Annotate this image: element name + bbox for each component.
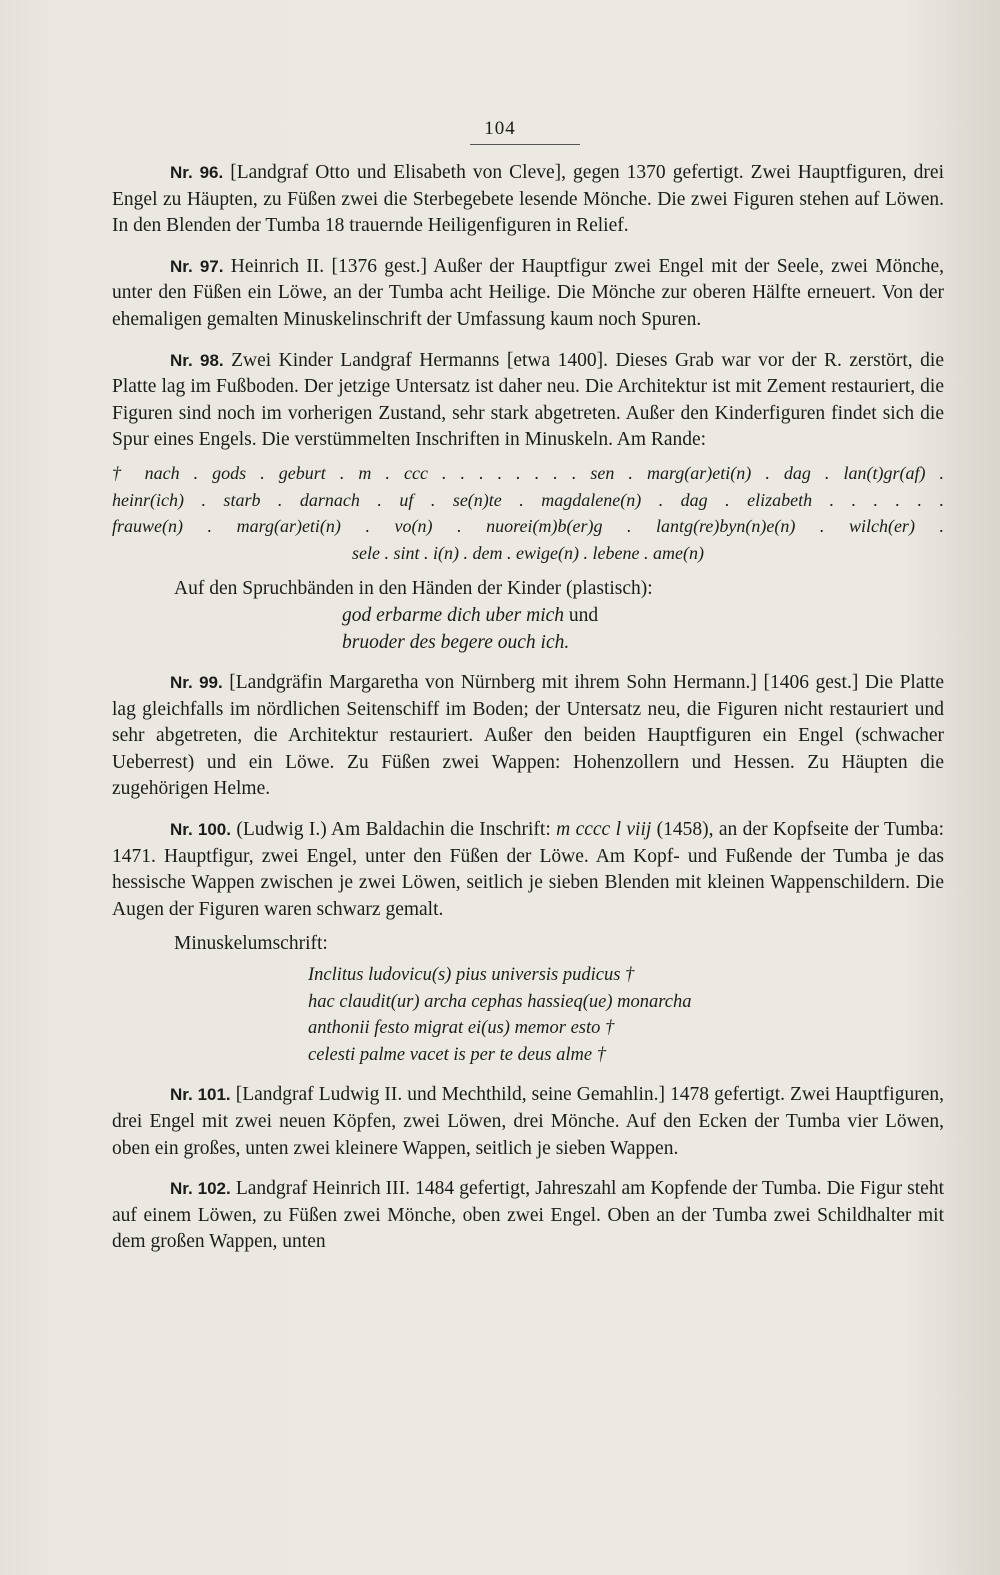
entry-text-a: (Ludwig I.) Am Baldachin die Inschrift: [236,819,551,841]
entry-number: Nr. 97. [170,256,224,276]
entry-98 [112,348,944,454]
entry-96 [112,160,944,240]
scroll-line-text: god erbarme dich uber mich [342,604,565,626]
entry-number: Nr. 101. [170,1085,231,1105]
edge-inscription [112,460,944,566]
minuscule-line: hac claudit(ur) archa cephas hassieq(ue) monarcha [308,991,692,1012]
inscription-line: heinr(ich) . starb . darnach . uf . se(n)te . magdalene(n) . dag . elizabeth . . . . . . [112,489,944,510]
document-body [112,160,944,1270]
minuscule-inscription [308,962,944,1068]
minuscule-intro: Minuskelumschrift: [174,933,328,955]
scroll-line: bruoder des begere ouch ich. [342,631,570,653]
entry-text-italic: m cccc l viij [556,819,652,841]
entry-99 [112,670,944,803]
inscription-line: † nach . gods . geburt . m . ccc . . . . . . . . sen . marg(ar)eti(n) . dag . lan(t)gr(af) . [112,462,944,483]
entry-text: Heinrich II. [1376 gest.] Außer der Hauptfigur zwei Engel mit der Seele, zwei Mönche, unter den Füßen ein Löwe, an der Tumba acht Heilige. Die Mönche zur oberen Hälfte erneuert. Von der ehemaligen gemalten Minuskelinschrift der Umfassung kaum noch Spuren. [112,255,945,330]
entry-text: [Landgräfin Margaretha von Nürnberg mit ihrem Sohn Hermann.] [1406 gest.] Die Platte lag gleichfalls im nördlichen Seitenschiff im Boden; der Untersatz neu, die Figuren nicht restauriert und sehr abgetreten, die Architektur restauriert. Außer den beiden Hauptfiguren ein Engel (schwacher Ueberrest) und ein Löwe. Zu Füßen zwei Wappen: Hohenzollern und Hessen. Zu Häupten die zugehörigen Helme. [112,672,944,800]
scroll-intro: Auf den Spruchbänden in den Händen der Kinder (plastisch): [174,578,653,600]
entry-number: Nr. 100. [170,820,231,840]
scroll-inscription [342,603,944,656]
minuscule-line: celesti palme vacet is per te deus alme † [308,1044,606,1065]
entry-101 [112,1082,944,1162]
entry-text: [Landgraf Otto und Elisabeth von Cleve], gegen 1370 gefertigt. Zwei Hauptfiguren, drei Engel zu Häupten, zu Füßen zwei die Sterbegebete lesende Mönche. Die zwei Figuren stehen auf Löwen. In den Blenden der Tumba 18 trauernde Heiligenfiguren in Relief. [112,162,944,237]
entry-100 [112,817,944,923]
inscription-line: frauwe(n) . marg(ar)eti(n) . vo(n) . nuorei(m)b(er)g . lantg(re)byn(n)e(n) . wilch(er) . [112,516,944,537]
minuscule-line: Inclitus ludovicu(s) pius universis pudicus † [308,965,635,986]
entry-102 [112,1176,944,1256]
entry-text: Zwei Kinder Landgraf Hermanns [etwa 1400]. Dieses Grab war vor der R. zerstört, die Platte lag im Fußboden. Der jetzige Untersatz ist daher neu. Die Architektur ist mit Zement restauriert, die Figuren sind noch im vorherigen Zustand, sehr stark abgetreten. Außer den Kinderfiguren findet sich die Spur eines Engels. Die verstümmelten Inschriften in Minuskeln. Am Rande: [112,349,944,451]
scroll-line-tail: und [568,604,599,626]
scroll-line [342,603,944,630]
inscription-line: sele . sint . i(n) . dem . ewige(n) . lebene . ame(n) [352,542,704,563]
minuscule-line: anthonii festo migrat ei(us) memor esto † [308,1018,615,1039]
entry-text: [Landgraf Ludwig II. und Mechthild, seine Gemahlin.] 1478 gefertigt. Zwei Hauptfiguren, drei Engel mit zwei neuen Köpfen, zwei Löwen, drei Mönche. Auf den Ecken der Tumba vier Löwen, oben ein großes, unten zwei kleinere Wappen, seitlich je sieben Wappen. [112,1084,944,1159]
entry-number: Nr. 98. [170,350,224,370]
entry-97 [112,254,944,334]
header-rule [470,144,580,145]
entry-number: Nr. 99. [170,673,223,693]
entry-text-b: (1458), an der Kopfseite der Tumba: 1471. Hauptfigur, zwei Engel, unter den Füßen der Löwe. Am Kopf- und Fußende der Tumba je das hessische Wappen zwischen je zwei Löwen, seitlich je sieben Blenden mit kleinen Wappenschildern. Die Augen der Figuren waren schwarz gemalt. [112,819,944,920]
page-number: 104 [484,118,516,139]
entry-number: Nr. 102. [170,1179,231,1199]
entry-number: Nr. 96. [170,163,224,182]
entry-text: Landgraf Heinrich III. 1484 gefertigt, Jahreszahl am Kopfende der Tumba. Die Figur steht auf einem Löwen, zu Füßen zwei Mönche, oben zwei Engel. Oben an der Tumba zwei Schildhalter mit dem großen Wappen, unten [112,1178,945,1253]
